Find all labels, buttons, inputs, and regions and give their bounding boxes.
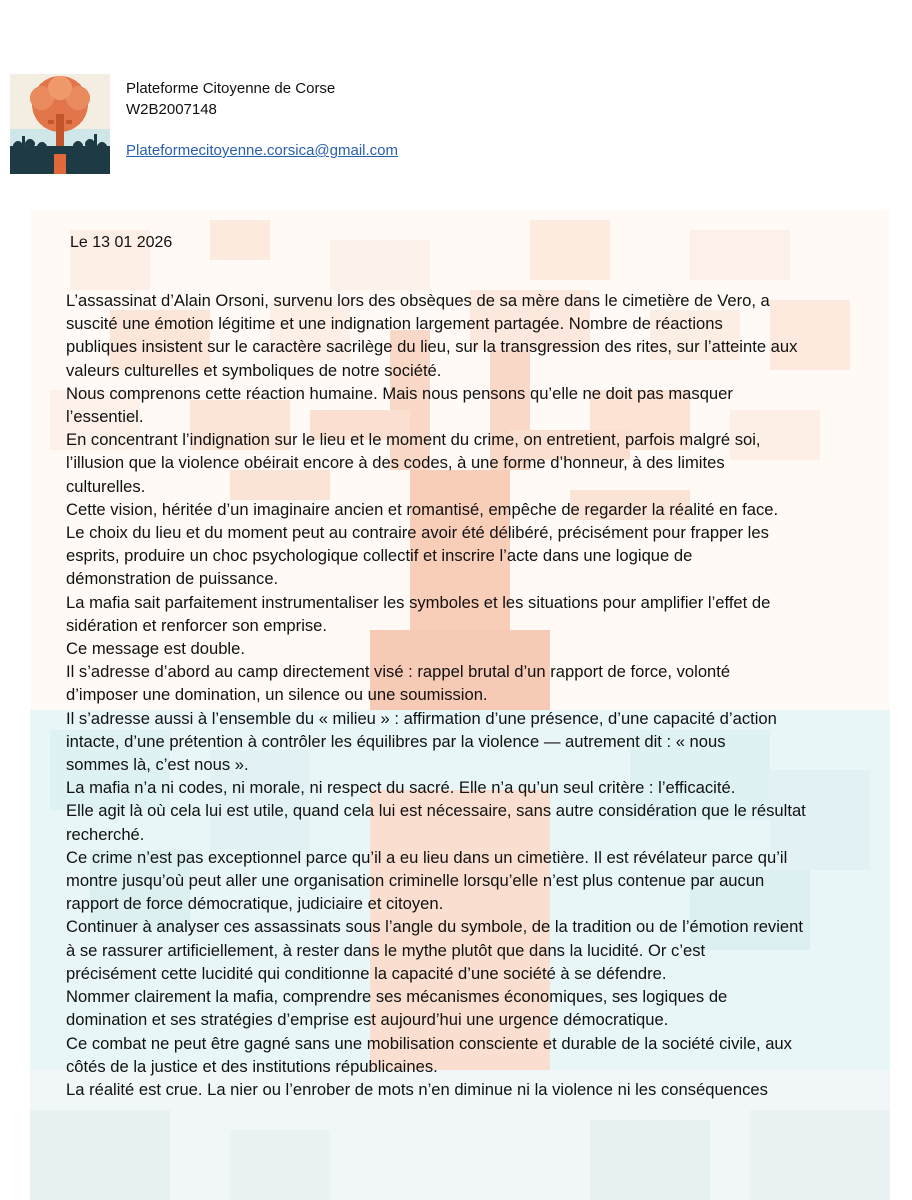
body-line: Ce combat ne peut être gagné sans une mobilisation consciente et durable de la société civile, aux xyxy=(66,1033,792,1053)
body-line: Ce message est double. xyxy=(66,639,245,659)
letter-date: Le 13 01 2026 xyxy=(70,234,173,251)
body-line: sommes là, c’est nous ». xyxy=(66,755,249,775)
body-line: domination et ses stratégies d’emprise est aujourd’hui une urgence démocratique. xyxy=(66,1010,669,1030)
body-line: Continuer à analyser ces assassinats sous l’angle du symbole, de la tradition ou de l’émotion revient xyxy=(66,917,803,937)
body-line: sidération et renforcer son emprise. xyxy=(66,615,328,635)
body-line: Elle agit là où cela lui est utile, quand cela lui est nécessaire, sans autre considération que le résultat xyxy=(66,801,806,821)
body-line: l’illusion que la violence obéirait encore à des codes, à une forme d’honneur, à des limites xyxy=(66,453,725,473)
body-line: à se rassurer artificiellement, à rester dans le mythe plutôt que dans la lucidité. Or c’est xyxy=(66,940,706,960)
organization-code: W2B2007148 xyxy=(126,101,217,118)
body-line: rapport de force démocratique, judiciaire et citoyen. xyxy=(66,894,444,914)
body-line: démonstration de puissance. xyxy=(66,569,279,589)
body-line: Nous comprenons cette réaction humaine. Mais nous pensons qu’elle ne doit pas masquer xyxy=(66,383,733,403)
body-line: Nommer clairement la mafia, comprendre ses mécanismes économiques, ses logiques de xyxy=(66,987,728,1007)
body-line: Ce crime n’est pas exceptionnel parce qu’il a eu lieu dans un cimetière. Il est révélateur parce qu’il xyxy=(66,847,788,867)
organization-info xyxy=(126,78,398,161)
body-line: Il s’adresse aussi à l’ensemble du « milieu » : affirmation d’une présence, d’une capacité d’action xyxy=(66,708,777,728)
email-link[interactable]: Plateformecitoyenne.corsica@gmail.com xyxy=(126,142,398,159)
body-line: intacte, d’une prétention à contrôler les équilibres par la violence — autrement dit : « nous xyxy=(66,731,726,751)
letter-body xyxy=(66,289,882,1101)
body-line: esprits, produire un choc psychologique collectif et inscrire l’acte dans une logique de xyxy=(66,546,693,566)
organization-logo xyxy=(10,74,110,174)
body-line: montre jusqu’où peut aller une organisation criminelle lorsqu’elle n’est plus contenue par aucun xyxy=(66,871,765,891)
body-line: Le choix du lieu et du moment peut au contraire avoir été délibéré, précisément pour frapper les xyxy=(66,523,769,543)
body-line: valeurs culturelles et symboliques de notre société. xyxy=(66,360,442,380)
body-line: La réalité est crue. La nier ou l’enrober de mots n’en diminue ni la violence ni les conséquences xyxy=(66,1079,768,1099)
body-line: L’assassinat d’Alain Orsoni, survenu lors des obsèques de sa mère dans le cimetière de Vero, a xyxy=(66,291,770,310)
body-line: d’imposer une domination, un silence ou une soumission. xyxy=(66,685,488,705)
body-line: La mafia sait parfaitement instrumentaliser les symboles et les situations pour amplifier l’effet de xyxy=(66,592,771,612)
body-line: suscité une émotion légitime et une indignation largement partagée. Nombre de réactions xyxy=(66,314,723,334)
body-line: En concentrant l’indignation sur le lieu et le moment du crime, on entretient, parfois malgré soi, xyxy=(66,430,761,450)
body-line: La mafia n’a ni codes, ni morale, ni respect du sacré. Elle n’a qu’un seul critère : l’efficacité. xyxy=(66,778,736,798)
body-line: l’essentiel. xyxy=(66,407,144,427)
body-line: Cette vision, héritée d’un imaginaire ancien et romantisé, empêche de regarder la réalité en face. xyxy=(66,499,779,519)
body-line: Il s’adresse d’abord au camp directement visé : rappel brutal d’un rapport de force, volonté xyxy=(66,662,731,682)
body-line: culturelles. xyxy=(66,476,146,496)
body-line: précisément cette lucidité qui conditionne la capacité d’une société à se défendre. xyxy=(66,963,667,983)
organization-name: Plateforme Citoyenne de Corse xyxy=(126,80,336,97)
body-line: publiques insistent sur le caractère sacrilège du lieu, sur la transgression des rites, sur l’atteinte aux xyxy=(66,337,798,357)
body-line: côtés de la justice et des institutions républicaines. xyxy=(66,1056,438,1076)
body-line: recherché. xyxy=(66,824,145,844)
